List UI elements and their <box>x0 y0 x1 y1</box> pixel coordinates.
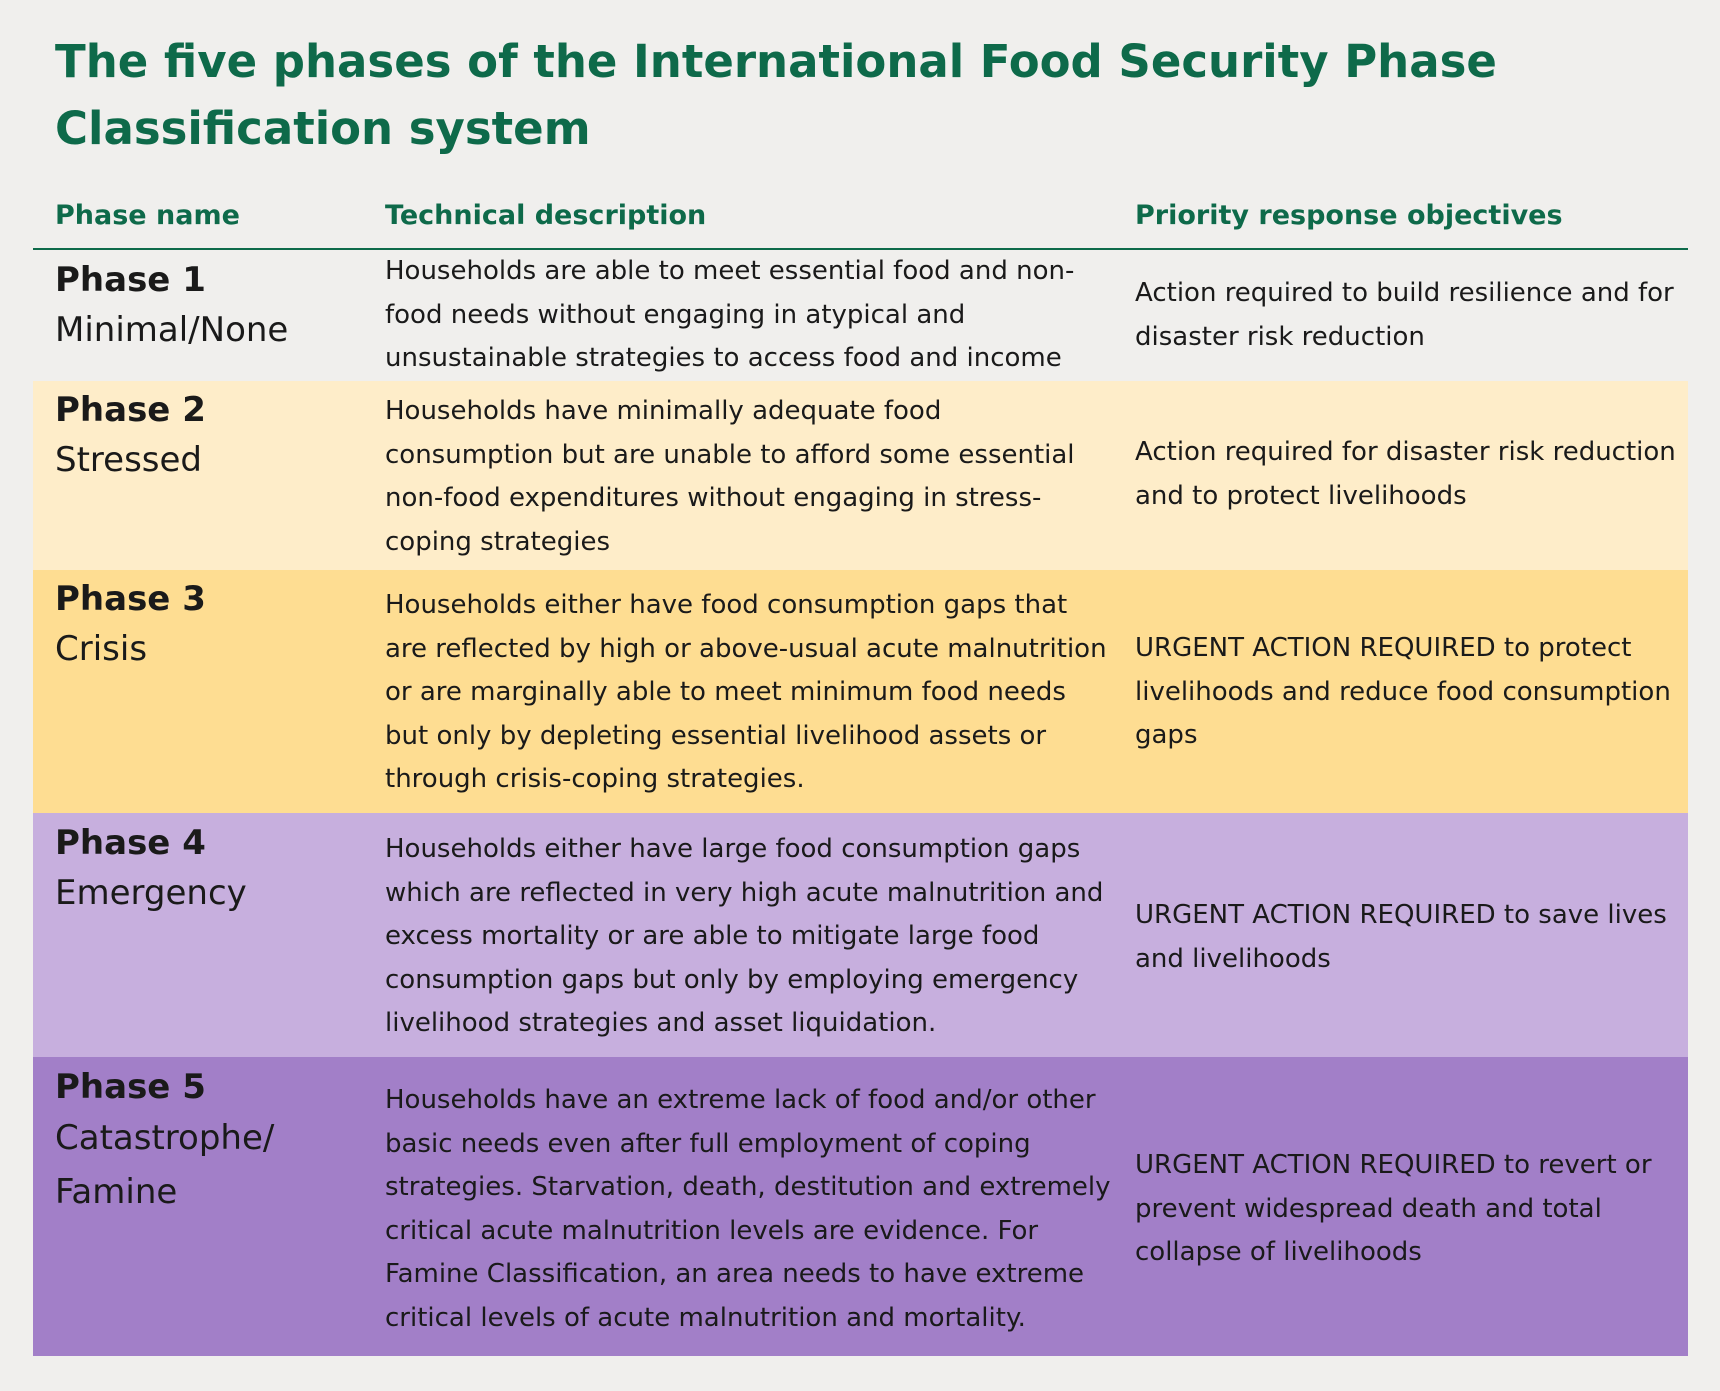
phase-label <box>55 1063 355 1219</box>
phase-label <box>55 386 355 486</box>
header-priority-response: Priority response objectives <box>1135 200 1563 231</box>
phase-number: Phase 2 <box>55 390 206 430</box>
phase-description: Households either have large food consumption gaps which are reflected in very high acute malnutrition and excess mortality or are able to mitigate large food consumption gaps but only by employing emergency livelihood strategies and asset liquidation. <box>385 834 1104 1038</box>
phase-response: Action required for disaster risk reduction and to protect livelihoods <box>1135 437 1676 511</box>
table-header <box>33 190 1688 250</box>
header-phase-name: Phase name <box>55 200 240 231</box>
phase-description: Households are able to meet essential food and non-food needs without engaging in atypical and unsustainable strategies to access food and income <box>385 256 1075 373</box>
phase-name: Emergency <box>55 873 247 913</box>
phase-description: Households have minimally adequate food consumption but are unable to afford some essential non-food expenditures without engaging in stress-coping strategies <box>385 396 1075 557</box>
phase-label <box>55 575 355 675</box>
phase-row-5 <box>33 1057 1688 1356</box>
phase-row-3 <box>33 570 1688 813</box>
header-technical-description: Technical description <box>385 200 707 231</box>
phase-label <box>55 256 355 356</box>
phase-response: URGENT ACTION REQUIRED to protect livelihoods and reduce food consumption gaps <box>1135 633 1671 750</box>
phase-response: URGENT ACTION REQUIRED to save lives and livelihoods <box>1135 900 1667 974</box>
phase-response: Action required to build resilience and for disaster risk reduction <box>1135 278 1674 352</box>
phase-label <box>55 819 355 919</box>
phase-name: Catastrophe/ Famine <box>55 1118 275 1212</box>
phase-number: Phase 5 <box>55 1067 206 1107</box>
phase-name: Minimal/None <box>55 310 289 350</box>
phase-name: Stressed <box>55 440 202 480</box>
phase-number: Phase 3 <box>55 579 206 619</box>
phase-name: Crisis <box>55 629 148 669</box>
phase-response: URGENT ACTION REQUIRED to revert or prevent widespread death and total collapse of livelihoods <box>1135 1150 1652 1267</box>
phase-row-4 <box>33 813 1688 1057</box>
phase-description: Households either have food consumption gaps that are reflected by high or above-usual acute malnutrition or are marginally able to meet minimum food needs but only by depleting essential livelihood assets or through crisis-coping strategies. <box>385 590 1107 794</box>
phase-number: Phase 4 <box>55 823 206 863</box>
phase-number: Phase 1 <box>55 260 206 300</box>
page-title: The five phases of the International Food Security Phase Classification system <box>55 35 1497 155</box>
phase-description: Households have an extreme lack of food and/or other basic needs even after full employment of coping strategies. Starvation, death, destitution and extremely critical acute malnutrition levels are evidence. For Famine Classification, an area needs to have extreme critical levels of acute malnutrition and mortality. <box>385 1085 1111 1333</box>
phase-row-2 <box>33 381 1688 570</box>
phase-row-1 <box>33 250 1688 381</box>
